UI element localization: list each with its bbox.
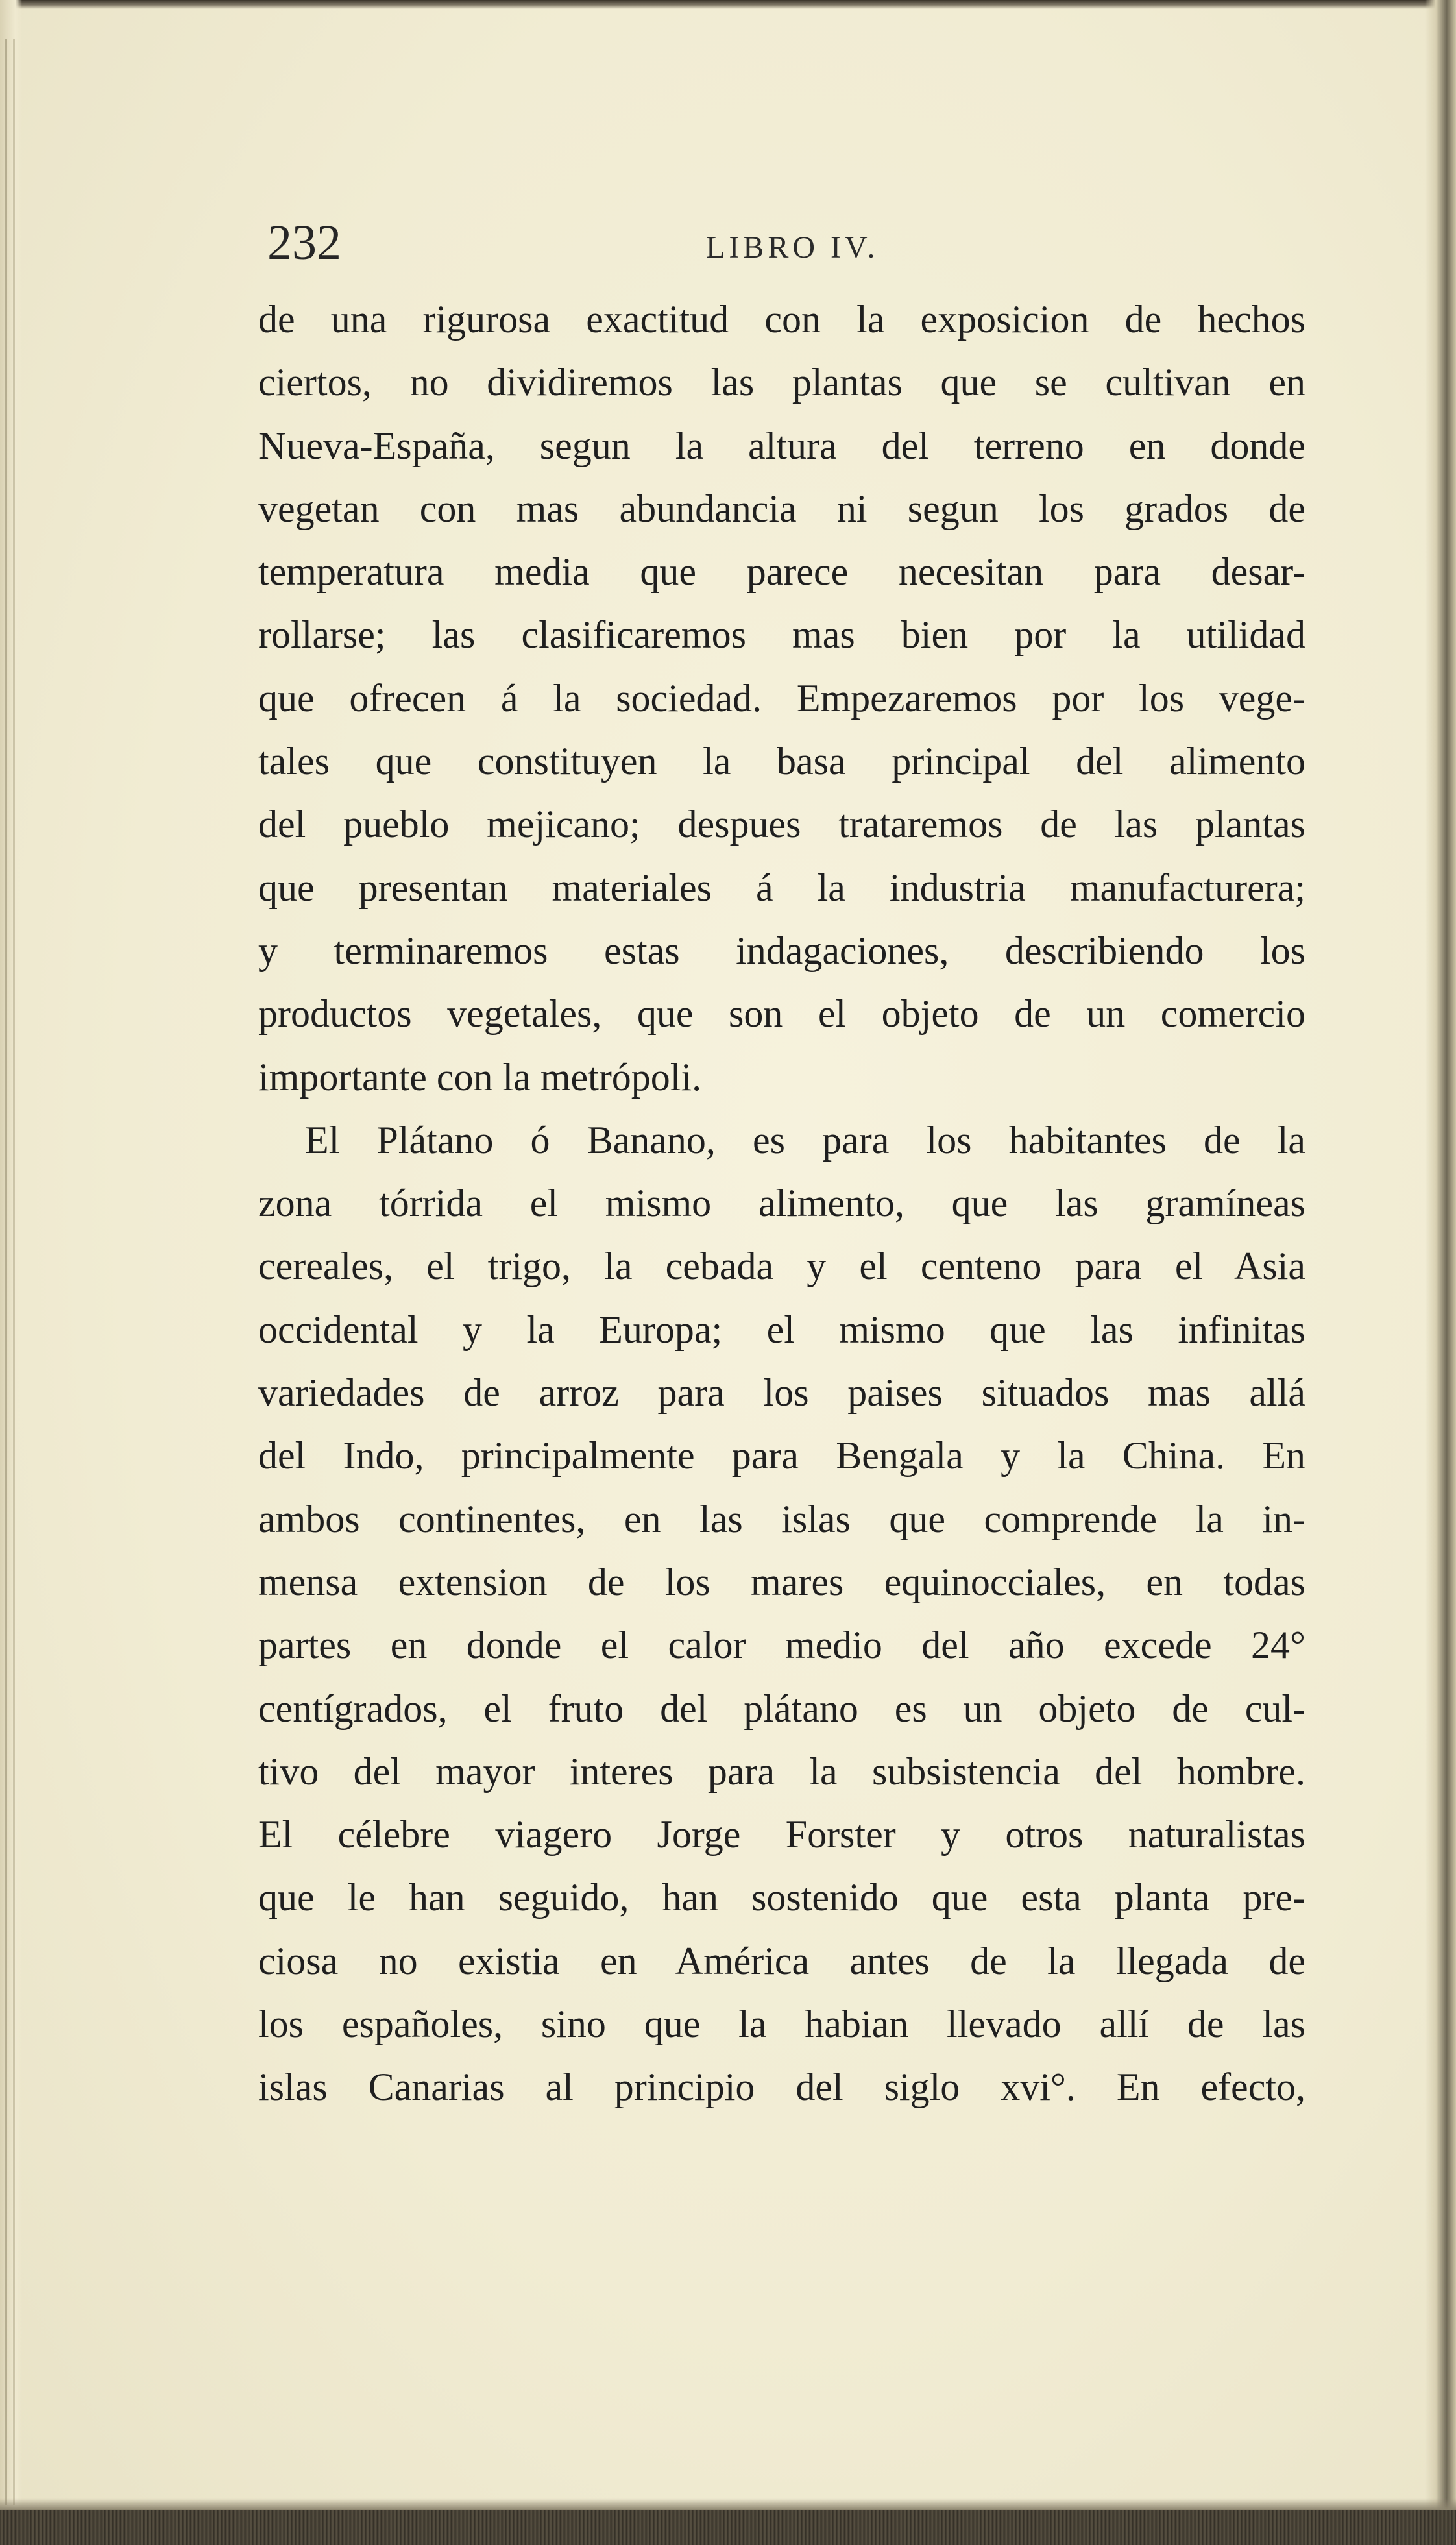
body-text bbox=[258, 288, 1305, 2119]
text-line: Nueva-España, segun la altura del terreno en donde bbox=[258, 424, 1305, 467]
text-line: partes en donde el calor medio del año excede 24° bbox=[258, 1624, 1305, 1667]
page-header bbox=[267, 212, 1305, 283]
text-line: temperatura media que parece necesitan para desar- bbox=[258, 550, 1305, 594]
text-line: occidental y la Europa; el mismo que las infinitas bbox=[258, 1308, 1305, 1351]
text-line: centígrados, el fruto del plátano es un objeto de cul- bbox=[258, 1687, 1305, 1730]
text-line: variedades de arroz para los paises situados mas allá bbox=[258, 1371, 1305, 1415]
text-line: ambos continentes, en las islas que comprende la in- bbox=[258, 1497, 1305, 1540]
page-number: 232 bbox=[267, 215, 341, 270]
text-line: los españoles, sino que la habian llevado allí de las bbox=[258, 2003, 1305, 2046]
paragraph bbox=[258, 288, 1305, 1109]
page-bottom-edge bbox=[0, 2510, 1456, 2545]
page-top-edge bbox=[0, 0, 1456, 9]
text-line: El Plátano ó Banano, es para los habitantes de la bbox=[305, 1118, 1305, 1162]
text-line: y terminaremos estas indagaciones, describiendo los bbox=[258, 929, 1305, 972]
text-line: que le han seguido, han sostenido que esta planta pre- bbox=[258, 1876, 1305, 1919]
page-gutter bbox=[0, 0, 22, 2545]
text-line: del pueblo mejicano; despues trataremos de las plantas bbox=[258, 803, 1305, 846]
gutter-line bbox=[5, 39, 7, 2505]
text-line: tivo del mayor interes para la subsistencia del hombre. bbox=[258, 1749, 1305, 1793]
text-line: El célebre viagero Jorge Forster y otros naturalistas bbox=[258, 1813, 1305, 1857]
gutter-line bbox=[13, 39, 15, 2505]
text-line: ciertos, no dividiremos las plantas que se cultivan en bbox=[258, 361, 1305, 404]
text-line: que ofrecen á la sociedad. Empezaremos por los vege- bbox=[258, 676, 1305, 720]
text-line: cereales, el trigo, la cebada y el centeno para el Asia bbox=[258, 1245, 1305, 1288]
text-line: vegetan con mas abundancia ni segun los grados de bbox=[258, 487, 1305, 530]
text-line: tales que constituyen la basa principal del alimento bbox=[258, 740, 1305, 783]
paragraph bbox=[258, 1109, 1305, 2119]
text-line: de una rigurosa exactitud con la exposicion de hechos bbox=[258, 298, 1305, 341]
text-line: mensa extension de los mares equinocciales, en todas bbox=[258, 1560, 1305, 1603]
text-line: importante con la metrópoli. bbox=[258, 1055, 702, 1099]
text-line: ciosa no existia en América antes de la llegada de bbox=[258, 1939, 1305, 1982]
text-line: islas Canarias al principio del siglo xvi°. En efecto, bbox=[258, 2065, 1305, 2109]
text-line: del Indo, principalmente para Bengala y la China. En bbox=[258, 1434, 1305, 1478]
text-line: rollarse; las clasificaremos mas bien por la utilidad bbox=[258, 613, 1305, 657]
text-line: zona tórrida el mismo alimento, que las gramíneas bbox=[258, 1182, 1305, 1225]
text-line: que presentan materiales á la industria manufacturera; bbox=[258, 866, 1305, 909]
text-line: productos vegetales, que son el objeto de un comercio bbox=[258, 992, 1305, 1036]
page-fore-edge bbox=[1425, 0, 1456, 2545]
running-head: LIBRO IV. bbox=[706, 230, 879, 265]
